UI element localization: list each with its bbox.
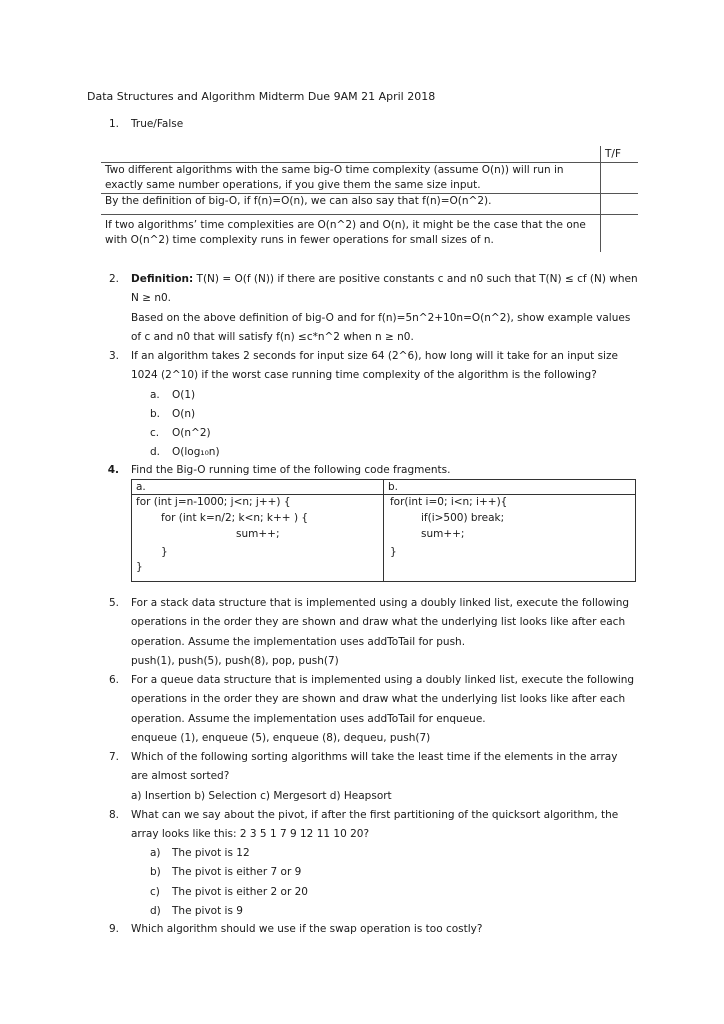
tf-answer-cell-2[interactable] xyxy=(601,194,638,215)
q2-definition-text2: N ≥ n0. xyxy=(131,292,172,304)
q3-option-c: c. O(n^2) xyxy=(150,427,211,439)
q3-line1: If an algorithm takes 2 seconds for input size 64 (2^6), how long will it take for an input size xyxy=(131,350,618,362)
q2-line3: Based on the above definition of big-O and for f(n)=5n^2+10n=O(n^2), show example values xyxy=(131,312,631,324)
tf-answer-cell-3[interactable] xyxy=(601,215,638,253)
q3-option-d: d. O(log₁₀n) xyxy=(150,446,220,458)
q3-option-a: a. O(1) xyxy=(150,389,196,401)
q6-line1: For a queue data structure that is implemented using a doubly linked list, execute the following xyxy=(131,674,635,686)
code-a-line-5: } xyxy=(136,561,143,573)
code-b-line-3: sum++; xyxy=(420,528,465,540)
q5-line2: operations in the order they are shown and draw what the underlying list looks like after each xyxy=(131,616,626,628)
q8-number: 8. xyxy=(108,809,119,821)
code-b-line-2: if(i>500) break; xyxy=(420,512,505,524)
q8-line2: array looks like this: 2 3 5 1 7 9 12 11 10 20? xyxy=(131,828,370,840)
q3-line2: 1024 (2^10) if the worst case running time complexity of the algorithm is the following? xyxy=(131,369,597,381)
code-b-label: b. xyxy=(383,480,635,495)
q7-line2: are almost sorted? xyxy=(131,770,230,782)
code-b-line-1: for(int i=0; i<n; i++){ xyxy=(389,496,508,508)
q2-definition-text: T(N) = O(f (N)) if there are positive constants c and n0 such that T(N) ≤ cf (N) when xyxy=(196,273,638,285)
q8-option-b: b) The pivot is either 7 or 9 xyxy=(150,866,302,878)
q3-option-b: b. O(n) xyxy=(150,408,196,420)
code-a-cell xyxy=(132,495,384,582)
q8-option-a: a) The pivot is 12 xyxy=(150,847,250,859)
q2-definition-label: Definition: xyxy=(131,273,194,285)
q3-number: 3. xyxy=(108,350,119,362)
q2-line4: of c and n0 that will satisfy f(n) ≤c*n^2 when n ≥ n0. xyxy=(131,331,414,343)
tf-statement-2: By the definition of big-O, if f(n)=O(n), we can also say that f(n)=O(n^2). xyxy=(101,194,601,215)
code-a-label: a. xyxy=(132,480,384,495)
tf-header: T/F xyxy=(601,146,638,163)
q8-line1: What can we say about the pivot, if after the first partitioning of the quicksort algorithm, the xyxy=(131,809,619,821)
exam-title: Data Structures and Algorithm Midterm Due 9AM 21 April 2018 xyxy=(87,90,436,103)
q5-number: 5. xyxy=(108,597,119,609)
q4-text: Find the Big-O running time of the following code fragments. xyxy=(131,464,451,476)
q2-definition xyxy=(131,273,638,285)
q9-number: 9. xyxy=(108,923,119,935)
code-b-line-4: } xyxy=(389,546,397,558)
code-a-line-2: for (int k=n/2; k<n; k++ ) { xyxy=(161,512,309,524)
code-b-cell xyxy=(383,495,635,582)
q6-line4: enqueue (1), enqueue (5), enqueue (8), dequeu, push(7) xyxy=(131,732,431,744)
true-false-table xyxy=(101,146,638,252)
tf-statement-1: Two different algorithms with the same big-O time complexity (assume O(n)) will run in exactly same number operations, if you give them the same size input. xyxy=(101,163,601,194)
q9-text: Which algorithm should we use if the swap operation is too costly? xyxy=(131,923,483,935)
code-fragments-table xyxy=(131,479,636,582)
q5-line4: push(1), push(5), push(8), pop, push(7) xyxy=(131,655,339,667)
q7-number: 7. xyxy=(108,751,119,763)
q2-number: 2. xyxy=(108,273,119,285)
code-a-line-3: sum++; xyxy=(236,528,280,540)
q8-option-c: c) The pivot is either 2 or 20 xyxy=(150,886,308,898)
q1-number: 1. xyxy=(108,118,119,130)
code-a-line-4: } xyxy=(161,546,168,558)
tf-statement-3: If two algorithms’ time complexities are O(n^2) and O(n), it might be the case that the one with O(n^2) time complexity runs in fewer operations for small sizes of n. xyxy=(101,215,601,253)
q7-line1: Which of the following sorting algorithms will take the least time if the elements in the array xyxy=(131,751,618,763)
q5-line1: For a stack data structure that is implemented using a doubly linked list, execute the following xyxy=(131,597,630,609)
q5-line3: operation. Assume the implementation uses addToTail for push. xyxy=(131,636,466,648)
q7-options: a) Insertion b) Selection c) Mergesort d) Heapsort xyxy=(131,790,392,802)
q8-option-d: d) The pivot is 9 xyxy=(150,905,243,917)
code-a-line-1: for (int j=n-1000; j<n; j++) { xyxy=(136,496,291,508)
q6-line2: operations in the order they are shown and draw what the underlying list looks like after each xyxy=(131,693,626,705)
q6-line3: operation. Assume the implementation uses addToTail for enqueue. xyxy=(131,713,486,725)
q6-number: 6. xyxy=(108,674,119,686)
q1-text: True/False xyxy=(131,118,184,130)
q4-number: 4. xyxy=(107,464,119,476)
tf-answer-cell-1[interactable] xyxy=(601,163,638,194)
